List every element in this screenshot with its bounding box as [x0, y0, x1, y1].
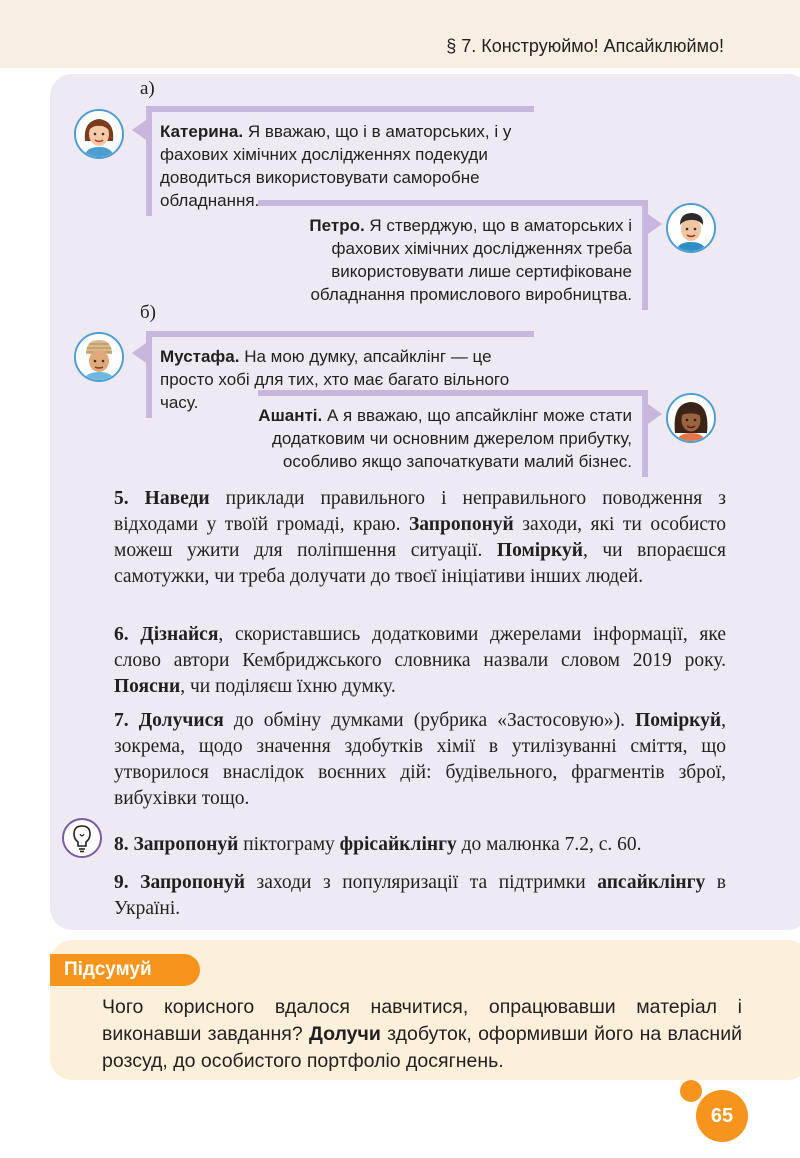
- task-8-term: фрісайклінгу: [339, 834, 457, 855]
- ashanti-text: А я вважаю, що апсайклінг може стати додатковим чи основним джерелом прибутку, особливо якщо започаткувати малий бізнес.: [271, 406, 632, 471]
- mustafa-text: На мою думку, апсайклінг — це просто хобі для тих, хто має багато вільного часу.: [160, 347, 510, 412]
- lightbulb-icon: [62, 818, 102, 858]
- task-8-number: 8.: [114, 834, 129, 855]
- task-8-verb-1: Запропонуй: [133, 834, 239, 855]
- task-5-number: 5.: [114, 488, 129, 509]
- ashanti-name: Ашанті.: [258, 406, 323, 425]
- petro-avatar-icon: [666, 203, 716, 253]
- mustafa-avatar-icon: [74, 332, 124, 382]
- task-9-text-1: заходи з популяризації та підтримки: [244, 872, 598, 893]
- task-5-text-3: , чи впораєшся самотужки, чи треба долучати до твоєї ініціативи інших людей.: [114, 540, 726, 587]
- summary-verb: Долучи: [308, 1023, 381, 1045]
- ashanti-bubble-tail: [648, 404, 662, 424]
- task-5-text-2: заходи, які ти особисто можеш ужити для поліпшення ситуації.: [114, 514, 726, 561]
- petro-name: Петро.: [309, 216, 365, 235]
- summary-text-2: здобуток, оформивши його на власний розсуд, до особистого портфоліо досягнень.: [102, 1023, 742, 1072]
- task-5-verb-2: Запропонуй: [408, 514, 514, 535]
- kateryna-text: Я вважаю, що і в аматорських, і у фахових хімічних дослідженнях подекуди доводиться використовувати саморобне обладнання.: [160, 122, 512, 210]
- task-6-text-1: , скориставшись додатковими джерелами інформації, яке слово автори Кембриджського словника назвали словом 2019 року.: [114, 624, 726, 671]
- task-6-text-2: , чи поділяєш їхню думку.: [180, 676, 396, 697]
- header-bar: [0, 0, 800, 68]
- task-8-text-2: до малюнка 7.2, с. 60.: [456, 834, 642, 855]
- petro-bubble: [258, 200, 648, 310]
- task-5-verb-1: Наведи: [144, 488, 210, 509]
- petro-speech: [258, 206, 642, 310]
- kateryna-bubble-tail: [132, 120, 146, 140]
- task-7-verb-1: Долучися: [138, 710, 224, 731]
- task-5: [114, 486, 726, 590]
- page-header-title: § 7. Конструюймо! Апсайклюймо!: [446, 36, 724, 56]
- task-6: [114, 622, 726, 700]
- task-6-verb-2: Поясни: [114, 676, 181, 697]
- task-7-text-1: до обміну думками (рубрика «Застосовую»).: [223, 710, 636, 731]
- task-9-text-2: в Україні.: [114, 872, 726, 919]
- summary-text-1: Чого корисного вдалося навчитися, опрацювавши матеріал і виконавши завдання?: [102, 996, 742, 1045]
- petro-text: Я стверджую, що в аматорських і фахових хімічних дослідженнях треба використовувати лише сертифіковане обладнання промислового виробництва.: [310, 216, 632, 304]
- task-9-number: 9.: [114, 872, 129, 893]
- ashanti-bubble: [258, 390, 648, 477]
- task-6-number: 6.: [114, 624, 129, 645]
- petro-bubble-tail: [648, 214, 662, 234]
- task-5-text-1: приклади правильного і неправильного поводження з відходами у твоїй громаді, краю.: [114, 488, 726, 535]
- task-7-number: 7.: [114, 710, 129, 731]
- task-6-verb-1: Дізнайся: [140, 624, 219, 645]
- mustafa-name: Мустафа.: [160, 347, 240, 366]
- task-5-verb-3: Поміркуй: [496, 540, 583, 561]
- summary-badge: Підсумуй: [50, 954, 200, 986]
- mustafa-bubble-tail: [132, 343, 146, 363]
- dialog-b-label: б): [140, 302, 156, 323]
- task-7-verb-2: Поміркуй: [635, 710, 722, 731]
- task-9-verb-1: Запропонуй: [140, 872, 245, 893]
- task-8-text-1: піктограму: [238, 834, 340, 855]
- task-9: [114, 870, 726, 922]
- kateryna-name: Катерина.: [160, 122, 244, 141]
- task-7-text-2: , зокрема, щодо значення здобутків хімії в утилізуванні сміття, що утворилося внаслідок воєнних дій: будівельного, фрагментів зброї, вибухівки тощо.: [114, 710, 727, 809]
- ashanti-speech: [258, 396, 642, 477]
- task-9-term: апсайклінгу: [597, 872, 706, 893]
- kateryna-avatar-icon: [74, 109, 124, 159]
- summary-text: [102, 994, 742, 1075]
- task-8: [114, 832, 726, 858]
- page-number-decoration: [680, 1080, 702, 1102]
- dialog-a-label: а): [140, 78, 155, 99]
- page-number: 65: [696, 1090, 748, 1142]
- ashanti-avatar-icon: [666, 393, 716, 443]
- task-7: [114, 708, 726, 812]
